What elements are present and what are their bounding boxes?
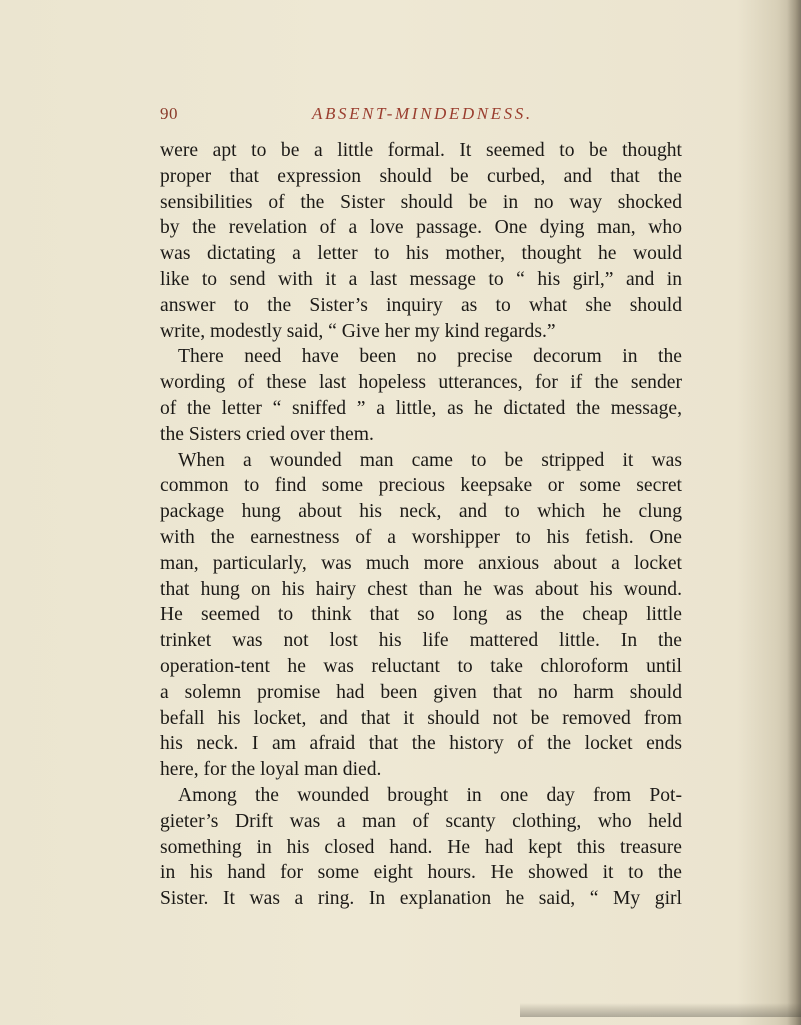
- text-line: befall his locket, and that it should not be removed from: [160, 707, 682, 729]
- page-bottom-edge: [520, 1003, 801, 1017]
- text-line: trinket was not lost his life mattered little. In the: [160, 630, 682, 652]
- page-header: [160, 104, 680, 128]
- paragraph-start-line: There need have been no precise decorum in the: [178, 346, 682, 368]
- text-line: were apt to be a little formal. It seemed to be thought: [160, 140, 682, 161]
- body-text: [160, 138, 682, 912]
- text-line: Sister. It was a ring. In explanation he said, “ My girl: [160, 888, 682, 910]
- text-line: a solemn promise had been given that no harm should: [160, 681, 682, 703]
- text-line: here, for the loyal man died.: [160, 759, 382, 781]
- text-line: that hung on his hairy chest than he was about his wound.: [160, 578, 682, 600]
- text-line: something in his closed hand. He had kept this treasure: [160, 836, 682, 858]
- text-line: operation-tent he was reluctant to take chloroform until: [160, 655, 682, 677]
- text-line: write, modestly said, “ Give her my kind regards.”: [160, 320, 556, 342]
- text-line: his neck. I am afraid that the history of the locket ends: [160, 733, 682, 755]
- page-edge-shadow: [787, 0, 801, 1025]
- text-line: was dictating a letter to his mother, thought he would: [160, 243, 682, 265]
- text-line: common to find some precious keepsake or some secret: [160, 475, 682, 497]
- text-line: the Sisters cried over them.: [160, 423, 374, 445]
- text-line: by the revelation of a love passage. One dying man, who: [160, 217, 682, 239]
- text-line: with the earnestness of a worshipper to his fetish. One: [160, 526, 682, 548]
- text-line: wording of these last hopeless utterances, for if the sender: [160, 372, 682, 394]
- text-line: man, particularly, was much more anxious about a locket: [160, 552, 682, 574]
- text-line: He seemed to think that so long as the cheap little: [160, 604, 682, 626]
- text-line: package hung about his neck, and to which he clung: [160, 501, 682, 523]
- paragraph-start-line: Among the wounded brought in one day from Pot-: [178, 784, 682, 806]
- text-line: of the letter “ sniffed ” a little, as he dictated the message,: [160, 397, 682, 419]
- running-head: ABSENT-MINDEDNESS.: [312, 104, 533, 123]
- text-line: in his hand for some eight hours. He showed it to the: [160, 862, 682, 884]
- paragraph-start-line: When a wounded man came to be stripped it was: [178, 449, 682, 471]
- text-line: answer to the Sister’s inquiry as to what she should: [160, 294, 682, 316]
- text-line: sensibilities of the Sister should be in no way shocked: [160, 191, 682, 213]
- text-line: gieter’s Drift was a man of scanty clothing, who held: [160, 810, 682, 832]
- text-line: like to send with it a last message to “ his girl,” and in: [160, 268, 682, 290]
- page-number: 90: [160, 104, 178, 123]
- text-line: proper that expression should be curbed, and that the: [160, 165, 682, 187]
